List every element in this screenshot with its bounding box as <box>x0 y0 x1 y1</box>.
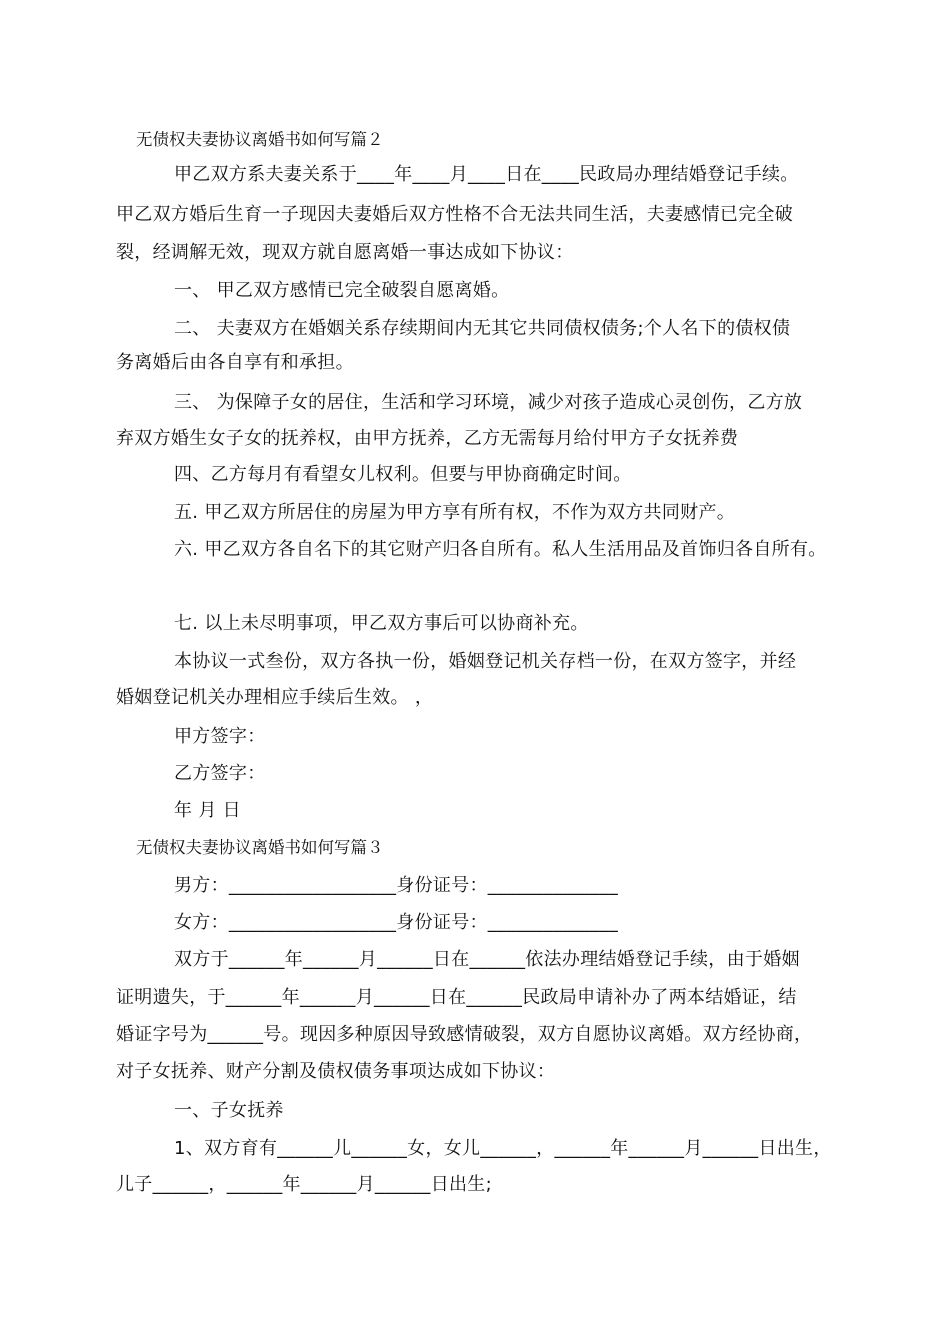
signature-party-a: 甲方签字： <box>174 726 266 747</box>
closing-line: 本协议一式叁份，双方各执一份，婚姻登记机关存档一份，在双方签字，并经 <box>174 651 797 672</box>
clause-1: 一、 甲乙双方感情已完全破裂自愿离婚。 <box>174 280 510 301</box>
clause-5: 五. 甲乙双方所居住的房屋为甲方享有所有权，不作为双方共同财产。 <box>174 502 736 523</box>
clause-7: 七. 以上未尽明事项，甲乙双方事后可以协商补充。 <box>174 613 589 634</box>
section-2-title: 无债权夫妻协议离婚书如何写篇２ <box>136 130 384 149</box>
heading-child-custody: 一、子女抚养 <box>174 1100 284 1121</box>
clause-4: 四、乙方每月有看望女儿权利。但要与甲协商确定时间。 <box>174 464 632 485</box>
paragraph-intro-line: 甲乙双方系夫妻关系于____年____月____日在____民政局办理结婚登记手续。 <box>174 164 799 185</box>
clause-6: 六. 甲乙双方各自名下的其它财产归各自所有。私人生活用品及首饰归各自所有。 <box>174 539 827 560</box>
paragraph-line: 双方于______年______月______日在______依法办理结婚登记手续，由于婚姻 <box>174 949 800 970</box>
signature-party-b: 乙方签字： <box>174 763 266 784</box>
paragraph-line: 对子女抚养、财产分割及债权债务事项达成如下协议： <box>116 1061 556 1082</box>
clause-2-line: 务离婚后由各自享有和承担。 <box>116 352 354 373</box>
clause-2-line: 二、 夫妻双方在婚姻关系存续期间内无其它共同债权债务;个人名下的债权债 <box>174 318 791 339</box>
clause-3-line: 弃双方婚生女子女的抚养权，由甲方抚养，乙方无需每月给付甲方子女抚养费 <box>116 428 739 449</box>
child-line: 1、双方育有______儿______女，女儿______，______年______月______日出生， <box>174 1138 832 1159</box>
paragraph-line: 婚证字号为______号。现因多种原因导致感情破裂，双方自愿协议离婚。双方经协商， <box>116 1024 813 1045</box>
closing-line: 婚姻登记机关办理相应手续后生效。 ， <box>116 687 434 708</box>
male-party-line: 男方：__________________身份证号：______________ <box>174 875 618 896</box>
paragraph-intro-line: 甲乙双方婚后生育一子现因夫妻婚后双方性格不合无法共同生活，夫妻感情已完全破 <box>116 204 794 225</box>
child-line: 儿子______，______年______月______日出生; <box>116 1174 492 1195</box>
section-3-title: 无债权夫妻协议离婚书如何写篇３ <box>136 838 384 857</box>
paragraph-line: 证明遗失，于______年______月______日在______民政局申请补办了两本结婚证，结 <box>116 987 797 1008</box>
paragraph-intro-line: 裂，经调解无效，现双方就自愿离婚一事达成如下协议： <box>116 242 574 263</box>
female-party-line: 女方：__________________身份证号：______________ <box>174 912 618 933</box>
signature-date: 年 月 日 <box>174 800 241 821</box>
clause-3-line: 三、 为保障子女的居住，生活和学习环境，减少对孩子造成心灵创伤，乙方放 <box>174 392 803 413</box>
